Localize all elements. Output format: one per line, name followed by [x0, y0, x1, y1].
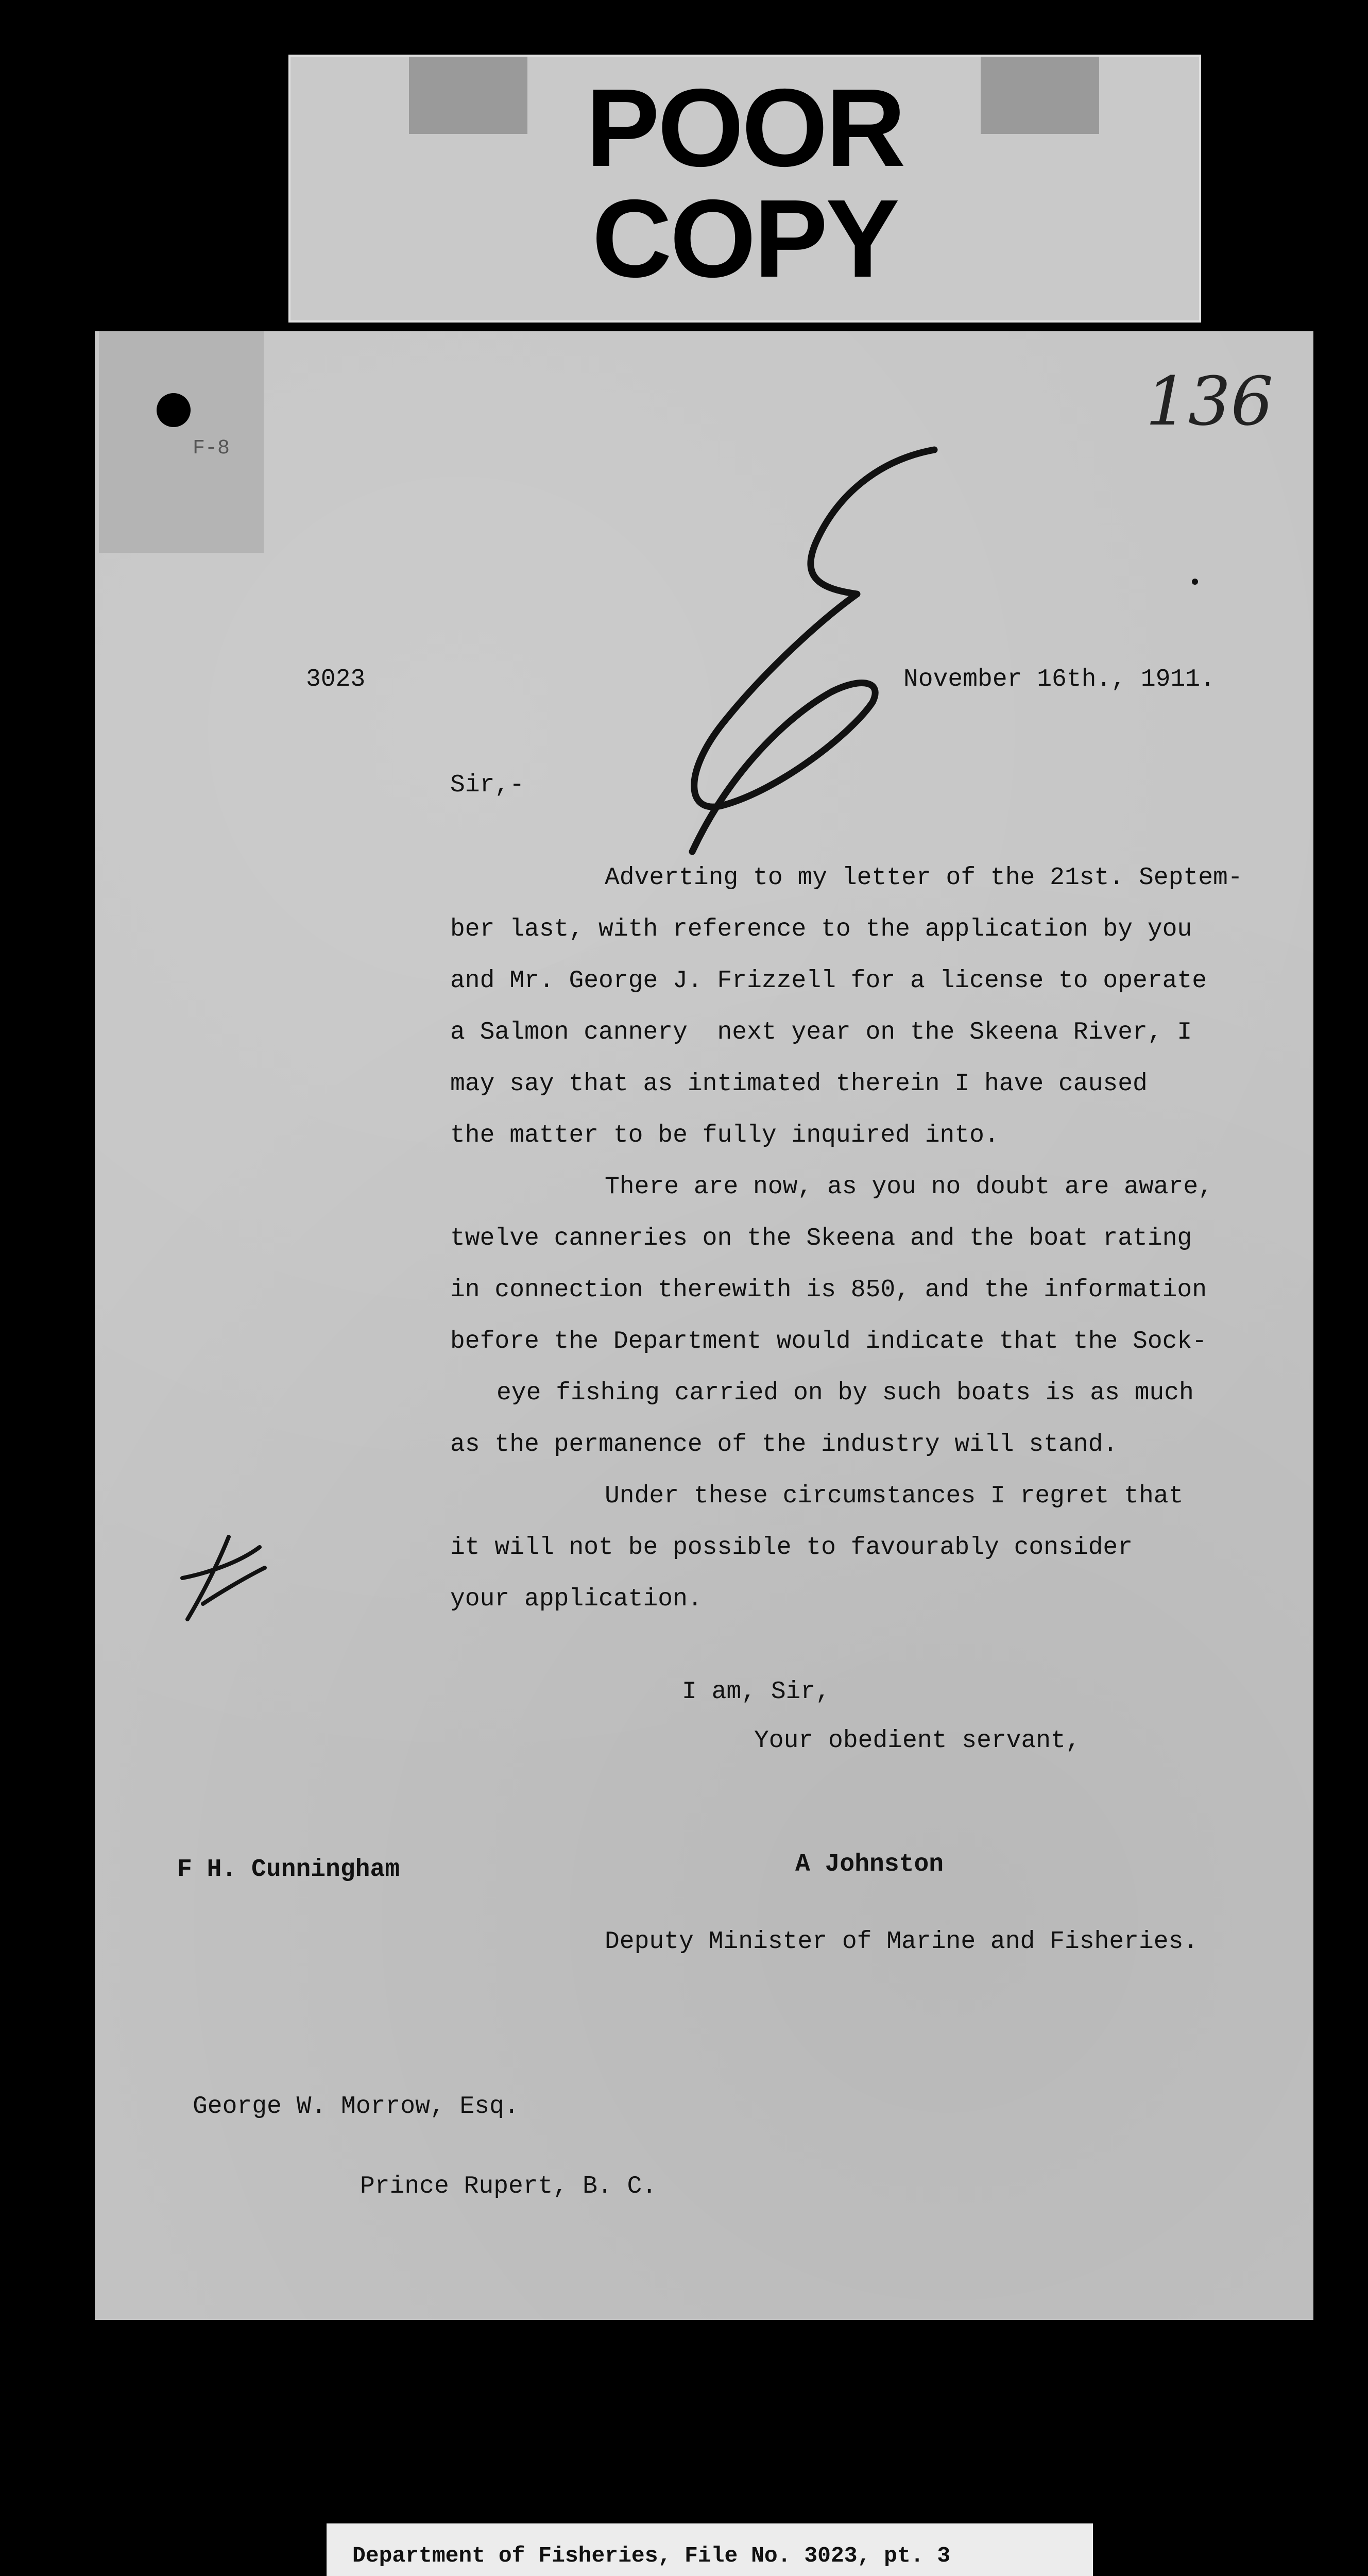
typist-initials: F H. Cunningham [177, 1856, 400, 1884]
body-line: twelve canneries on the Skeena and the boat rating [450, 1225, 1192, 1252]
stray-mark [1192, 579, 1198, 585]
body-line: it will not be possible to favourably consider [450, 1534, 1133, 1562]
folder-tab [99, 331, 264, 553]
body-line: may say that as intimated therein I have caused [450, 1070, 1148, 1098]
body-line: your application. [450, 1585, 703, 1613]
closing-line-1: I am, Sir, [682, 1678, 831, 1706]
poor-copy-banner [288, 55, 1201, 323]
addressee-name: George W. Morrow, Esq. [193, 2093, 519, 2121]
body-line: a Salmon cannery next year on the Skeena River, I [450, 1019, 1192, 1046]
folder-mark: F-8 [193, 437, 230, 460]
body-line: There are now, as you no doubt are aware, [605, 1173, 1213, 1201]
addressee-place: Prince Rupert, B. C. [360, 2173, 657, 2200]
body-line: in connection therewith is 850, and the information [450, 1276, 1207, 1304]
signatory-title: Deputy Minister of Marine and Fisheries. [605, 1928, 1199, 1956]
body-line: and Mr. George J. Frizzell for a license to operate [450, 967, 1207, 995]
punch-hole [157, 393, 191, 427]
file-number: 3023 [306, 666, 366, 693]
letter-page [95, 331, 1313, 2320]
closing-line-2: Your obedient servant, [754, 1727, 1081, 1755]
file-reference-label: Department of Fisheries, File No. 3023, pt. 3 [327, 2523, 1093, 2576]
signatory-name: A Johnston [795, 1851, 944, 1878]
body-line: Under these circumstances I regret that [605, 1482, 1184, 1510]
folio-number: 136 [1145, 362, 1274, 440]
body-line: before the Department would indicate that the Sock- [450, 1328, 1207, 1355]
handwritten-initials-icon [172, 1516, 275, 1635]
body-line: ber last, with reference to the application by you [450, 916, 1192, 943]
letter-date: November 16th., 1911. [903, 666, 1215, 693]
body-line: as the permanence of the industry will stand. [450, 1431, 1118, 1459]
body-line: Adverting to my letter of the 21st. Septem- [605, 864, 1243, 892]
poor-copy-line-2: COPY [592, 176, 898, 300]
body-line: the matter to be fully inquired into. [450, 1122, 999, 1149]
salutation: Sir,- [450, 771, 525, 799]
poor-copy-line-1: POOR [586, 65, 904, 190]
body-line: eye fishing carried on by such boats is as much [497, 1379, 1194, 1407]
